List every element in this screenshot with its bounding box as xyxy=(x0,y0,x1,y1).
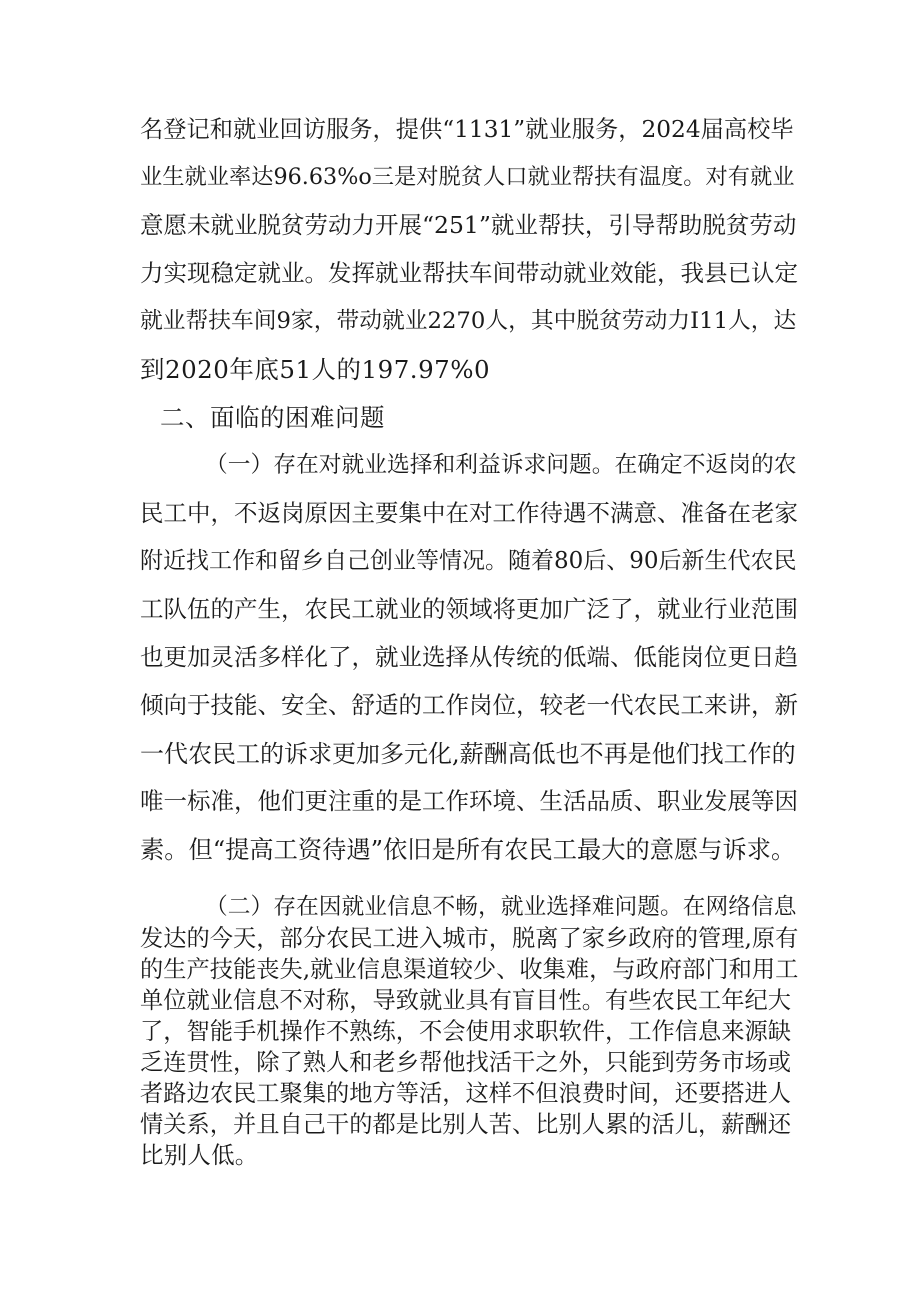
text-line: 素。但“提高工资待遇”依旧是所有农民工最大的意愿与诉求。 xyxy=(140,835,796,864)
text-line: 倾向于技能、安全、舒适的工作岗位，较老一代农民工来讲，新 xyxy=(140,691,798,719)
text-line: 民工中，不返岗原因主要集中在对工作待遇不满意、准备在老家 xyxy=(140,499,798,527)
text-line: 到2020年底51人的197.97%0 xyxy=(140,355,491,384)
text-line: 名登记和就业回访服务，提供“1131”就业服务，2024届高校毕 xyxy=(140,116,794,143)
text-line: 发达的今天，部分农民工进入城市，脱离了家乡政府的管理,原有 xyxy=(140,925,799,952)
text-line: （二）存在因就业信息不畅，就业选择难问题。在网络信息 xyxy=(205,894,797,920)
text-line: 单位就业信息不对称，导致就业具有盲目性。有些农民工年纪大 xyxy=(140,987,792,1014)
text-line: （一）存在对就业选择和利益诉求问题。在确定不返岗的农 xyxy=(205,452,797,478)
text-line: 工队伍的产生，农民工就业的领域将更加广泛了，就业行业范围 xyxy=(140,595,798,623)
text-line: 业生就业率达96.63%o三是对脱贫人口就业帮扶有温度。对有就业 xyxy=(140,164,795,190)
text-line: 者路边农民工聚集的地方等活，这样不但浪费时间，还要搭进人 xyxy=(140,1080,792,1107)
text-line: 的生产技能丧失,就业信息渠道较少、收集难，与政府部门和用工 xyxy=(140,956,799,983)
text-line: 唯一标准，他们更注重的是工作环境、生活品质、职业发展等因 xyxy=(140,787,798,815)
text-line: 了，智能手机操作不熟练，不会使用求职软件，工作信息来源缺 xyxy=(140,1018,792,1045)
text-line: 一代农民工的诉求更加多元化,薪酬高低也不再是他们找工作的 xyxy=(140,740,796,768)
text-line: 情关系，并且自己干的都是比别人苦、比别人累的活儿，薪酬还 xyxy=(140,1111,792,1138)
text-line: 也更加灵活多样化了，就业选择从传统的低端、低能岗位更日趋 xyxy=(140,643,798,671)
text-line: 就业帮扶车间9家，带动就业2270人，其中脱贫劳动力I11人，达 xyxy=(140,308,797,334)
text-line: 比别人低。 xyxy=(140,1141,259,1169)
text-line: 附近找工作和留乡自己创业等情况。随着80后、90后新生代农民 xyxy=(140,548,797,574)
text-line: 力实现稳定就业。发挥就业帮扶车间带动就业效能，我县已认定 xyxy=(140,259,798,287)
section-heading: 二、面临的困难问题 xyxy=(160,403,385,432)
text-line: 乏连贯性，除了熟人和老乡帮他找活干之外，只能到劳务市场或 xyxy=(140,1049,792,1076)
text-line: 意愿未就业脱贫劳动力开展“251”就业帮扶，引导帮助脱贫劳动 xyxy=(140,211,797,239)
